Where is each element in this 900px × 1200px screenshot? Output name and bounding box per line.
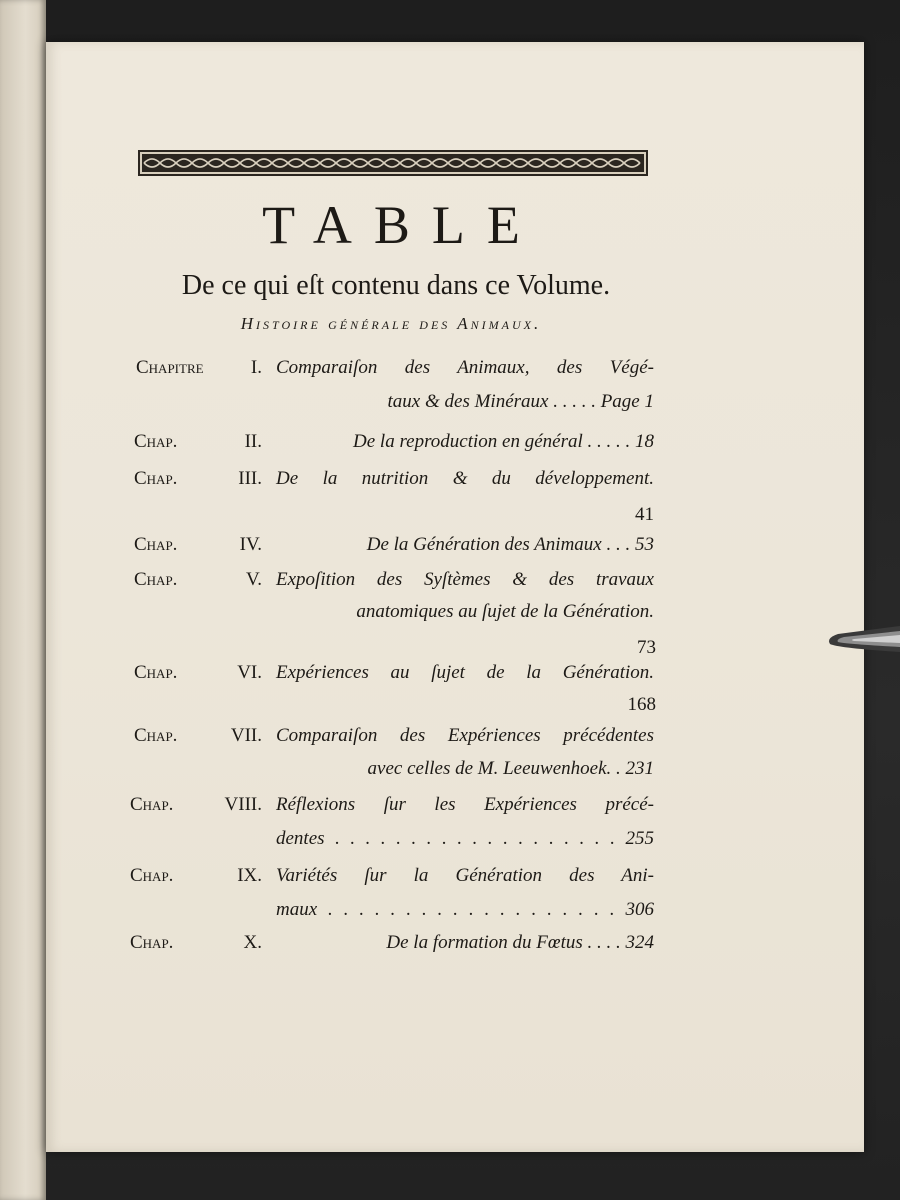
section-heading: Histoire générale des Animaux. bbox=[240, 314, 542, 333]
chapter-label: Chap. bbox=[134, 662, 178, 683]
entry-text: maux . . . . . . . . . . . . . . . . . . . 306 bbox=[276, 899, 654, 920]
page-subtitle: De ce qui eſt contenu dans ce Volume. bbox=[181, 270, 611, 301]
chapter-number: X. bbox=[243, 932, 262, 953]
entry-text: Comparaiſon des Expériences précédentes bbox=[276, 725, 654, 746]
chapter-number: IX. bbox=[237, 865, 262, 886]
chapter-label: Chap. bbox=[134, 569, 178, 590]
entry-text: De la reproduction en général . . . . . 18 bbox=[353, 431, 654, 452]
chapter-label: Chap. bbox=[130, 932, 174, 953]
entry-text: taux & des Minéraux . . . . . Page 1 bbox=[387, 391, 654, 412]
chapter-number: VI. bbox=[237, 662, 262, 683]
book-page bbox=[46, 42, 864, 1152]
entry-text: De la Génération des Animaux . . . 53 bbox=[366, 534, 654, 555]
entry-text: dentes . . . . . . . . . . . . . . . . . . . 255 bbox=[276, 828, 654, 849]
chapter-label: Chap. bbox=[130, 865, 174, 886]
chapter-number: IV. bbox=[239, 534, 262, 555]
chapter-number: III. bbox=[238, 468, 262, 489]
entry-text: Expoſition des Syſtèmes & des travaux bbox=[276, 569, 654, 590]
chapter-label: Chap. bbox=[134, 725, 178, 746]
left-page-edge bbox=[0, 0, 46, 1200]
entry-text: anatomiques au ſujet de la Génération. bbox=[356, 601, 654, 622]
entry-text: Expériences au ſujet de la Génération. bbox=[276, 662, 654, 683]
page-number: 41 bbox=[635, 504, 654, 525]
page-number: 168 bbox=[627, 694, 656, 715]
page-number: 73 bbox=[637, 637, 656, 658]
entry-text: De la formation du Fœtus . . . . 324 bbox=[386, 932, 654, 953]
entry-text: De la nutrition & du développement. bbox=[276, 468, 654, 489]
entry-text: avec celles de M. Leeuwenhoek. . 231 bbox=[367, 758, 654, 779]
entry-text: Réflexions ſur les Expériences précé- bbox=[276, 794, 654, 815]
page-knife-tip bbox=[824, 622, 900, 656]
entry-text: Variétés ſur la Génération des Ani- bbox=[276, 865, 654, 886]
chapter-number: VIII. bbox=[224, 794, 262, 815]
chapter-label: Chap. bbox=[134, 431, 178, 452]
chapter-number: V. bbox=[245, 569, 262, 590]
entry-text: Comparaiſon des Animaux, des Végé- bbox=[276, 357, 654, 378]
chapter-label: Chap. bbox=[134, 468, 178, 489]
chapter-number: II. bbox=[244, 431, 262, 452]
page-title: TABLE bbox=[262, 195, 542, 255]
chapter-label: Chapitre bbox=[136, 357, 204, 378]
chapter-label: Chap. bbox=[134, 534, 178, 555]
chapter-number: I. bbox=[250, 357, 262, 378]
chapter-label: Chap. bbox=[130, 794, 174, 815]
table-of-contents bbox=[46, 42, 864, 1152]
chapter-number: VII. bbox=[230, 725, 262, 746]
